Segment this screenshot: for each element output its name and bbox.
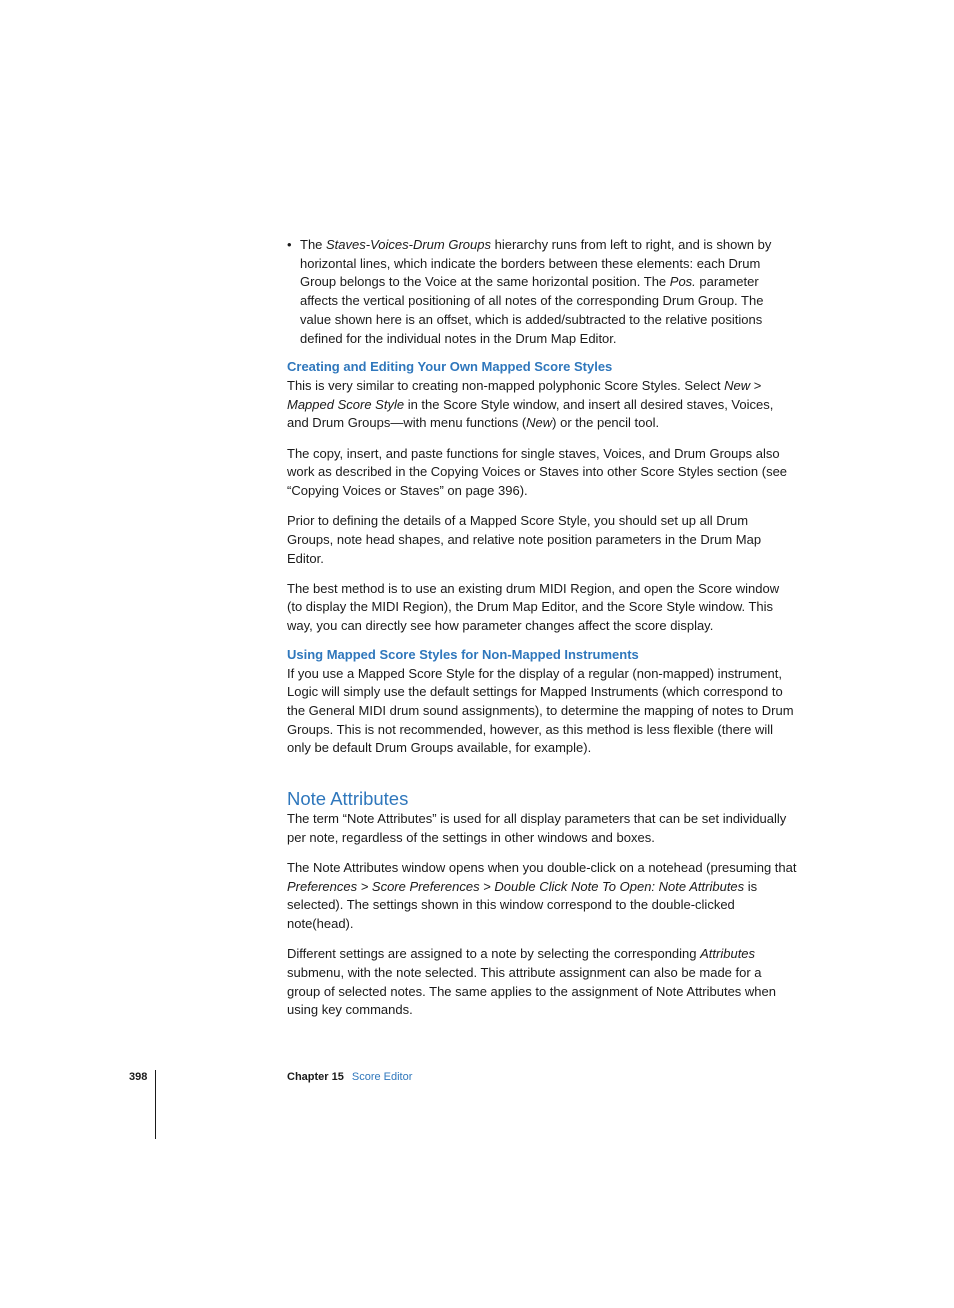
text-run: ) or the pencil tool. — [552, 415, 660, 431]
text-run: Different settings are assigned to a note by selecting the corresponding — [287, 946, 701, 962]
text-run: > — [750, 377, 762, 393]
text-run: submenu, with the note selected. This attribute assignment can also be made for a group of selected notes. The same applies to the assignment of Note Attributes when using key commands. — [287, 965, 776, 1018]
chapter-label: Chapter 15 — [287, 1071, 344, 1083]
paragraph: The copy, insert, and paste functions for single staves, Voices, and Drum Groups also work as described in the Copying Voices or Staves into other Score Styles section (see “Copying Voices or Staves” on page 396). — [287, 445, 788, 498]
paragraph — [287, 945, 797, 1020]
paragraph — [287, 377, 797, 433]
footer-divider — [155, 1070, 156, 1139]
italic-term: Attributes — [700, 946, 756, 962]
section-heading-creating-mapped-styles: Creating and Editing Your Own Mapped Score Styles — [287, 359, 613, 375]
text-run: The — [300, 237, 327, 252]
text-run: in the Score Style window, and insert all desired staves, Voices, and Drum Groups—with menu functions ( — [287, 396, 774, 431]
section-heading-note-attributes: Note Attributes — [287, 788, 409, 810]
text-run: This is very similar to creating non-mapped polyphonic Score Styles. Select — [287, 377, 725, 393]
italic-term: Preferences > Score Preferences > Double Click Note To Open: Note Attributes — [287, 878, 745, 894]
italic-term: Staves-Voices-Drum Groups — [326, 237, 491, 252]
bullet-paragraph — [287, 236, 797, 348]
paragraph: The term “Note Attributes” is used for all display parameters that can be set individually per note, regardless of the settings in other windows and boxes. — [287, 811, 787, 845]
paragraph: Prior to defining the details of a Mapped Score Style, you should set up all Drum Groups, note head shapes, and relative note position parameters in the Drum Map Editor. — [287, 513, 762, 566]
page-content — [287, 236, 797, 1020]
footer-chapter — [287, 1071, 412, 1083]
paragraph — [287, 859, 797, 934]
italic-term: Pos. — [669, 274, 696, 290]
text-run: parameter affects the vertical positioning of all notes of the corresponding Drum Group. The value shown here is an offset, which is added/subtracted to the relative positions defined for the individual notes in the Drum Map Editor. — [300, 274, 764, 346]
text-run: is selected). The settings shown in this window correspond to the double-clicked note(head). — [287, 878, 758, 932]
italic-term: New — [526, 415, 553, 431]
paragraph: If you use a Mapped Score Style for the display of a regular (non-mapped) instrument, Logic will simply use the default settings for Mapped Instruments (which correspond to the General MIDI drum sound assignments), to determine the mapping of notes to Drum Groups. This is not recommended, however, as this method is less flexible (there will only be default Drum Groups available, for example). — [287, 665, 794, 756]
bullet-icon: • — [287, 237, 292, 252]
chapter-title: Score Editor — [351, 1071, 413, 1083]
section-heading-non-mapped-instruments: Using Mapped Score Styles for Non-Mapped Instruments — [287, 646, 639, 662]
italic-term: Mapped Score Style — [287, 396, 405, 412]
page-number: 398 — [129, 1071, 148, 1083]
italic-term: New — [724, 377, 751, 393]
text-run: The Note Attributes window opens when you double-click on a notehead (presuming that — [287, 859, 797, 875]
paragraph: The best method is to use an existing drum MIDI Region, and open the Score window (to display the MIDI Region), the Drum Map Editor, and the Score Style window. This way, you can directly see how parameter changes affect the score display. — [287, 580, 780, 634]
text-run: hierarchy runs from left to right, and is shown by horizontal lines, which indicate the borders between these elements: each Drum Group belongs to the Voice at the same horizontal position. The — [300, 237, 772, 290]
